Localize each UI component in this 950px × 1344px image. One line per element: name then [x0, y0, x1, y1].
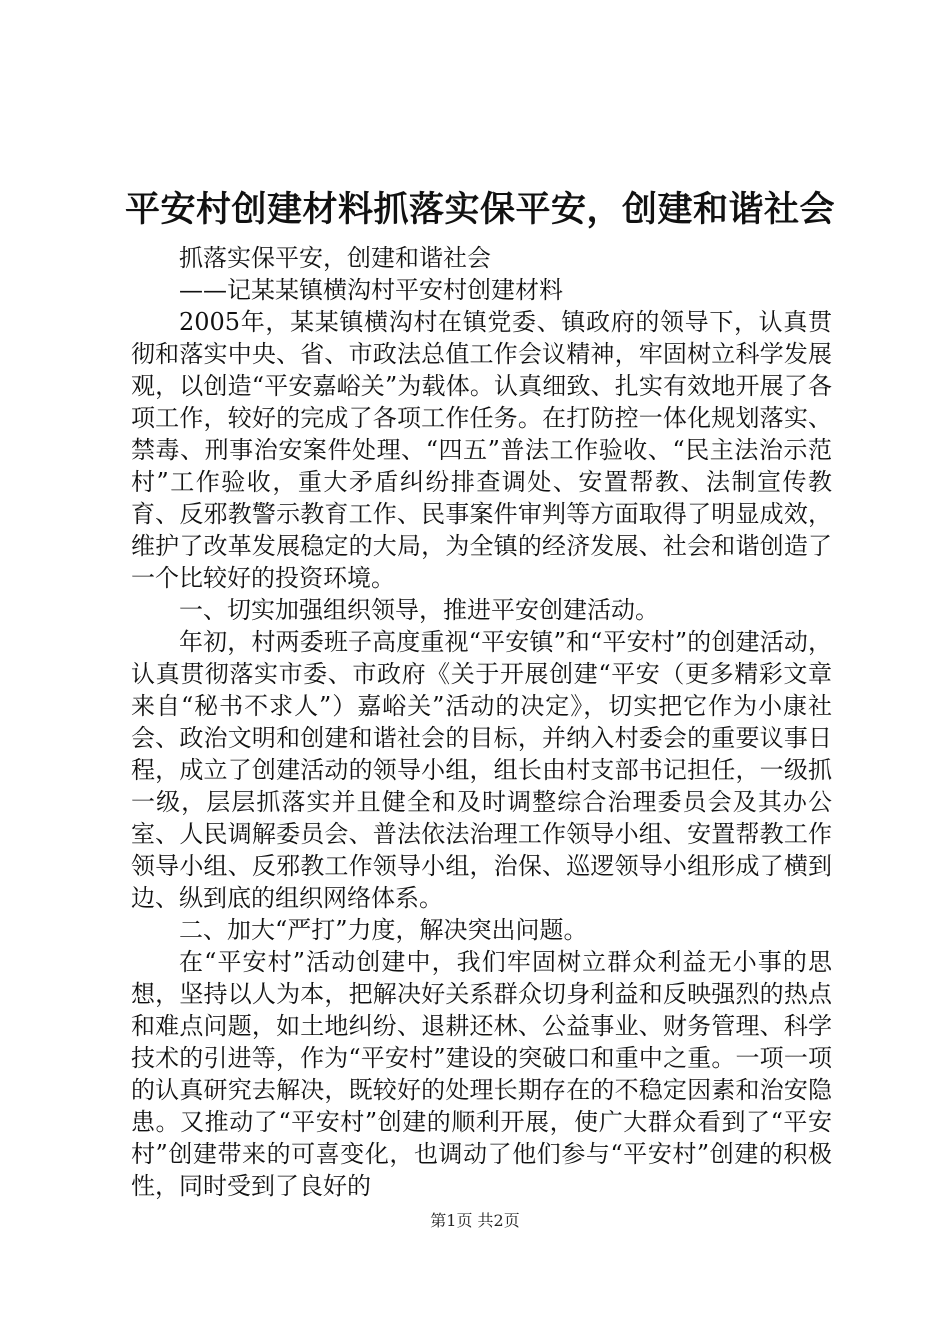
body-paragraph-section-1: 年初，村两委班子高度重视“平安镇”和“平安村”的创建活动，认真贯彻落实市委、市政府《关于开展创建“平安（更多精彩文章来自“秘书不求人”）嘉峪关”活动的决定》，切实把它作为小康社会、政治文明和创建和谐社会的目标，并纳入村委会的重要议事日程，成立了创建活动的领导小组，组长由村支部书记担任，一级抓一级，层层抓落实并且健全和及时调整综合治理委员会及其办公室、人民调解委员会、普法依法治理工作领导小组、安置帮教工作领导小组、反邪教工作领导小组，治保、巡逻领导小组形成了横到边、纵到底的组织网络体系。 [131, 628, 832, 912]
page-footer: 第1页 共2页 [430, 1211, 520, 1230]
section-heading-2: 二、加大“严打”力度，解决突出问题。 [179, 916, 588, 944]
document-body [131, 242, 832, 1202]
body-paragraph-subtitle: 抓落实保平安，创建和谐社会 [179, 244, 491, 272]
body-paragraph-byline: ——记某某镇横沟村平安村创建材料 [179, 276, 563, 304]
section-heading-1: 一、切实加强组织领导，推进平安创建活动。 [179, 596, 659, 624]
document-title: 平安村创建材料抓落实保平安，创建和谐社会 [124, 189, 835, 230]
body-paragraph-intro: 2005年，某某镇横沟村在镇党委、镇政府的领导下，认真贯彻和落实中央、省、市政法总值工作会议精神，牢固树立科学发展观，以创造“平安嘉峪关”为载体。认真细致、扎实有效地开展了各项工作，较好的完成了各项工作任务。在打防控一体化规划落实、禁毒、刑事治安案件处理、“四五”普法工作验收、“民主法治示范村”工作验收，重大矛盾纠纷排查调处、安置帮教、法制宣传教育、反邪教警示教育工作、民事案件审判等方面取得了明显成效，维护了改革发展稳定的大局，为全镇的经济发展、社会和谐创造了一个比较好的投资环境。 [131, 308, 832, 592]
body-paragraph-section-2: 在“平安村”活动创建中，我们牢固树立群众利益无小事的思想，坚持以人为本，把解决好关系群众切身利益和反映强烈的热点和难点问题，如土地纠纷、退耕还林、公益事业、财务管理、科学技术的引进等，作为“平安村”建设的突破口和重中之重。一项一项的认真研究去解决，既较好的处理长期存在的不稳定因素和治安隐患。又推动了“平安村”创建的顺利开展，使广大群众看到了“平安村”创建带来的可喜变化，也调动了他们参与“平安村”创建的积极性，同时受到了良好的 [131, 948, 832, 1200]
